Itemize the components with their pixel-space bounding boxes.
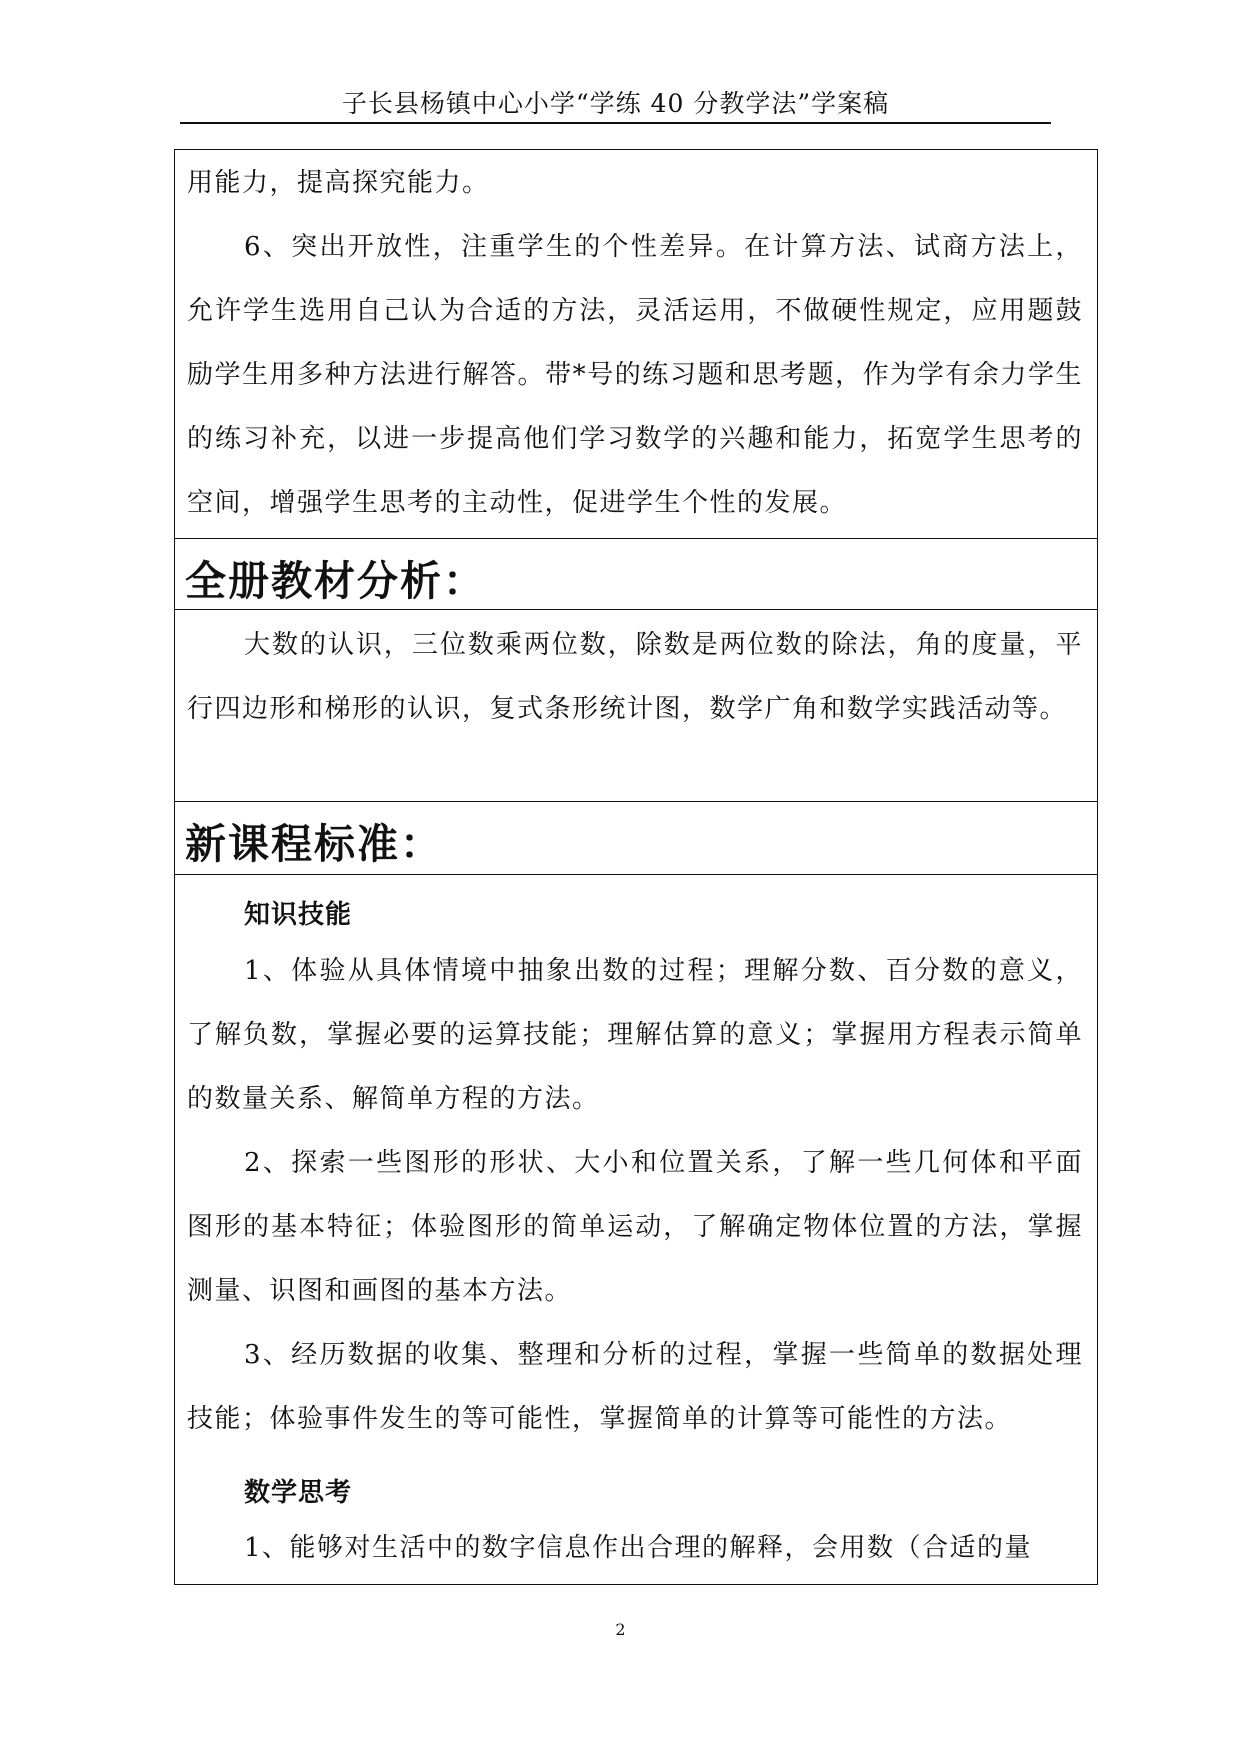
analysis-section-title: 全册教材分析： [185, 557, 486, 605]
knowledge-item-3-text: 3、经历数据的收集、整理和分析的过程，掌握一些简单的数据处理技能；体验事件发生的等可能性，掌握简单的计算等可能性的方法。 [187, 1340, 1083, 1434]
table-divider [175, 538, 1097, 539]
document-header: 子长县杨镇中心小学“学练 40 分教学法”学案稿 [341, 89, 890, 118]
knowledge-skills-heading: 知识技能 [244, 900, 353, 930]
page-number: 2 [615, 1620, 626, 1639]
knowledge-item-2-text: 2、探索一些图形的形状、大小和位置关系，了解一些几何体和平面图形的基本特征；体验图形的简单运动，了解确定物体位置的方法，掌握测量、识图和画图的基本方法。 [187, 1148, 1083, 1306]
standards-section-title: 新课程标准： [185, 820, 443, 868]
continued-tail-text: 用能力，提高探究能力。 [187, 168, 490, 198]
table-divider [175, 874, 1097, 875]
knowledge-item-1-text: 1、体验从具体情境中抽象出数的过程；理解分数、百分数的意义，了解负数，掌握必要的运算技能；理解估算的意义；掌握用方程表示简单的数量关系、解简单方程的方法。 [187, 956, 1083, 1114]
thinking-item-1-text: 1、能够对生活中的数字信息作出合理的解释，会用数（合适的量 [244, 1533, 1033, 1563]
header-rule [180, 122, 1051, 124]
table-divider [175, 609, 1097, 610]
table-divider [175, 801, 1097, 802]
math-thinking-heading: 数学思考 [244, 1478, 353, 1508]
lesson-plan-table [174, 149, 1098, 1585]
item-6-text: 6、突出开放性，注重学生的个性差异。在计算方法、试商方法上，允许学生选用自己认为合适的方法，灵活运用，不做硬性规定，应用题鼓励学生用多种方法进行解答。带*号的练习题和思考题，作为学有余力学生的练习补充，以进一步提高他们学习数学的兴趣和能力，拓宽学生思考的空间，增强学生思考的主动性，促进学生个性的发展。 [187, 232, 1083, 518]
analysis-body-text: 大数的认识，三位数乘两位数，除数是两位数的除法，角的度量，平行四边形和梯形的认识，复式条形统计图，数学广角和数学实践活动等。 [187, 630, 1083, 724]
